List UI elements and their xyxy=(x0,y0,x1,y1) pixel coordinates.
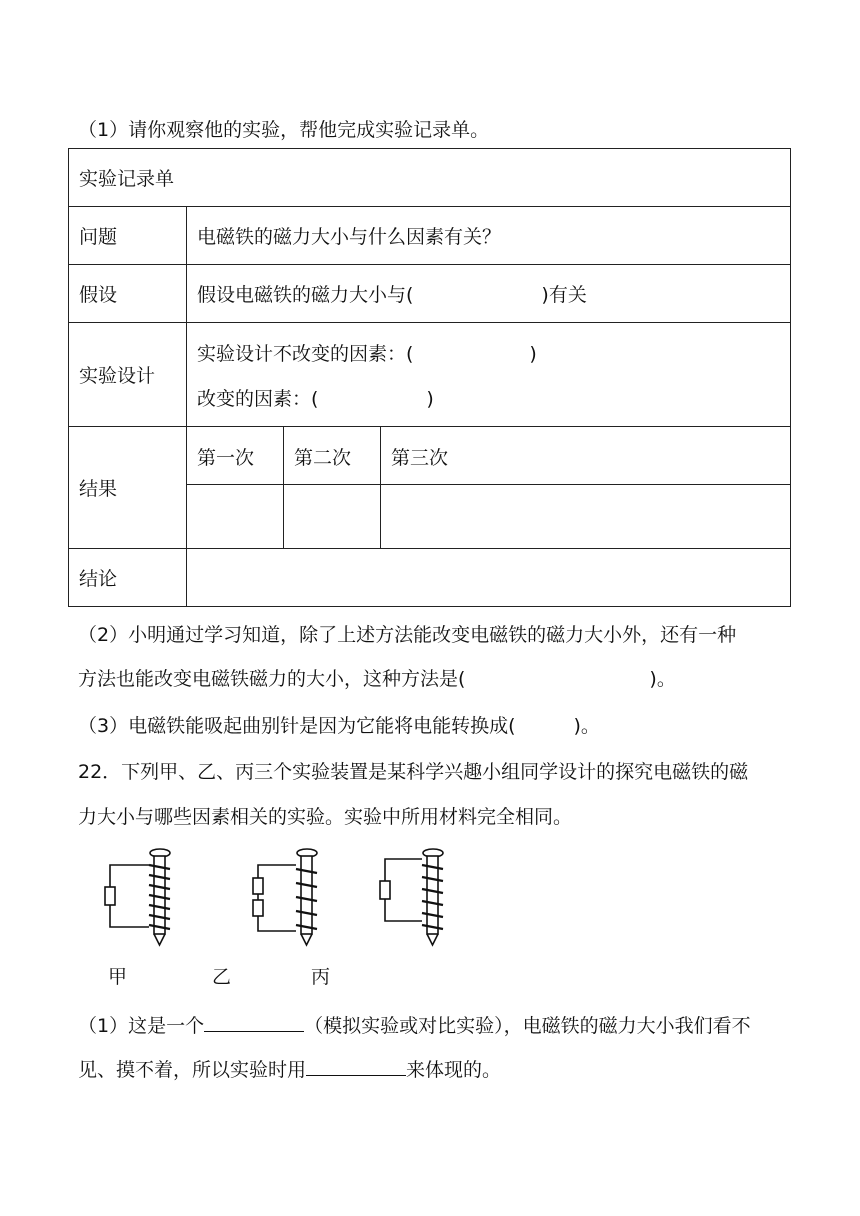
trial-1-result[interactable] xyxy=(187,485,284,549)
trial-3-header: 第三次 xyxy=(381,427,791,485)
design-fixed-suffix: ) xyxy=(529,342,537,365)
q3-prefix: （3）电磁铁能吸起曲别针是因为它能将电能转换成( xyxy=(78,715,516,737)
apparatus-yi xyxy=(253,849,317,945)
trial-2-result[interactable] xyxy=(284,485,381,549)
hypothesis-cell xyxy=(187,265,791,323)
sub1-line2-suffix: 来体现的。 xyxy=(406,1059,502,1081)
question-label: 问题 xyxy=(69,207,187,265)
sub1-suffix: （模拟实验或对比实验），电磁铁的磁力大小我们看不 xyxy=(304,1015,751,1037)
question-text: 电磁铁的磁力大小与什么因素有关？ xyxy=(187,207,791,265)
figure-label-bing: 丙 xyxy=(311,966,331,988)
q3-line xyxy=(78,711,600,738)
design-changed-prefix: 改变的因素：( xyxy=(197,387,319,410)
conclusion-answer[interactable] xyxy=(187,549,791,607)
figure-label-yi: 乙 xyxy=(212,966,232,988)
sub1-line2-prefix: 见、摸不着，所以实验时用 xyxy=(78,1059,307,1081)
q2-line1: （2）小明通过学习知道，除了上述方法能改变电磁铁的磁力大小外，还有一种 xyxy=(78,624,737,646)
result-label: 结果 xyxy=(69,427,187,549)
design-fixed-prefix: 实验设计不改变的因素：( xyxy=(197,342,414,365)
sub1-prefix: （1）这是一个 xyxy=(78,1015,205,1037)
hypothesis-suffix: )有关 xyxy=(541,284,587,306)
conclusion-label: 结论 xyxy=(69,549,187,607)
design-changed-suffix: ) xyxy=(426,387,434,410)
figure-label-jia: 甲 xyxy=(108,966,128,988)
q2-suffix: )。 xyxy=(649,668,676,690)
apparatus-bing xyxy=(380,849,443,945)
hypothesis-prefix: 假设电磁铁的磁力大小与( xyxy=(197,284,414,306)
trial-1-header: 第一次 xyxy=(187,427,284,485)
sub1-line2 xyxy=(78,1055,501,1082)
electromagnet-apparatus-figure xyxy=(95,845,475,950)
table-title: 实验记录单 xyxy=(69,149,791,207)
experiment-record-table xyxy=(68,148,791,607)
intro-line: （1）请你观察他的实验，帮他完成实验记录单。 xyxy=(78,119,490,141)
trial-2-header: 第二次 xyxy=(284,427,381,485)
q22-line2: 力大小与哪些因素相关的实验。实验中所用材料完全相同。 xyxy=(78,806,573,828)
sub1-answer-blank-2[interactable] xyxy=(306,1057,406,1076)
trial-3-result[interactable] xyxy=(381,485,791,549)
design-cell xyxy=(187,323,791,427)
q2-prefix: 方法也能改变电磁铁磁力的大小，这种方法是( xyxy=(78,668,466,690)
sub1-answer-blank-1[interactable] xyxy=(204,1013,304,1032)
q22-line1: 22．下列甲、乙、丙三个实验装置是某科学兴趣小组同学设计的探究电磁铁的磁 xyxy=(78,761,749,783)
design-label: 实验设计 xyxy=(69,323,187,427)
apparatus-jia xyxy=(105,849,170,945)
hypothesis-label: 假设 xyxy=(69,265,187,323)
q2-line2 xyxy=(78,664,676,691)
q3-suffix: )。 xyxy=(573,715,600,737)
sub1-line1 xyxy=(78,1011,751,1038)
